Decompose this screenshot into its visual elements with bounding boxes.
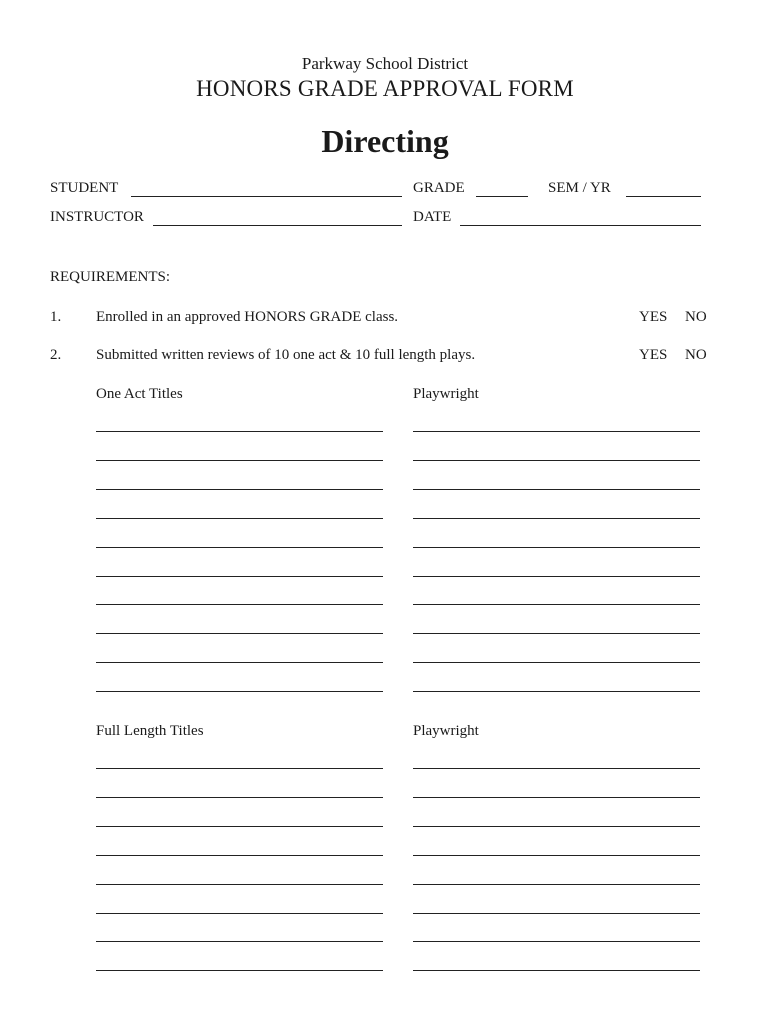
one-act-title-line-2[interactable]: [96, 460, 383, 461]
full-length-title-line-8[interactable]: [96, 970, 383, 971]
full-length-playwright-line-3[interactable]: [413, 826, 700, 827]
one-act-playwright-line-7[interactable]: [413, 604, 700, 605]
requirement-2-no[interactable]: NO: [685, 347, 707, 363]
one-act-title-line-5[interactable]: [96, 547, 383, 548]
one-act-title-line-6[interactable]: [96, 576, 383, 577]
full-length-playwright-line-2[interactable]: [413, 797, 700, 798]
date-field[interactable]: [460, 225, 701, 226]
full-length-titles-header: Full Length Titles: [96, 723, 204, 739]
one-act-playwright-line-9[interactable]: [413, 662, 700, 663]
one-act-titles-header: One Act Titles: [96, 386, 183, 402]
subject-title: Directing: [321, 123, 449, 159]
one-act-title-line-9[interactable]: [96, 662, 383, 663]
full-length-playwright-line-6[interactable]: [413, 913, 700, 914]
full-length-title-line-7[interactable]: [96, 941, 383, 942]
sem-yr-label: SEM / YR: [548, 180, 611, 196]
grade-label: GRADE: [413, 180, 465, 196]
one-act-title-line-4[interactable]: [96, 518, 383, 519]
one-act-playwright-line-5[interactable]: [413, 547, 700, 548]
full-length-title-line-6[interactable]: [96, 913, 383, 914]
one-act-title-line-10[interactable]: [96, 691, 383, 692]
requirement-2-yes[interactable]: YES: [639, 347, 668, 363]
requirements-heading: REQUIREMENTS:: [50, 269, 170, 285]
grade-field[interactable]: [476, 196, 528, 197]
instructor-label: INSTRUCTOR: [50, 209, 144, 225]
one-act-playwright-line-6[interactable]: [413, 576, 700, 577]
form-title: HONORS GRADE APPROVAL FORM: [196, 76, 574, 101]
one-act-title-line-1[interactable]: [96, 431, 383, 432]
one-act-playwright-line-8[interactable]: [413, 633, 700, 634]
requirement-1-number: 1.: [50, 309, 62, 325]
full-length-playwright-line-5[interactable]: [413, 884, 700, 885]
one-act-playwright-header: Playwright: [413, 386, 479, 402]
full-length-title-line-1[interactable]: [96, 768, 383, 769]
requirement-1-text: Enrolled in an approved HONORS GRADE class.: [96, 309, 399, 325]
sem-yr-field[interactable]: [626, 196, 701, 197]
student-label: STUDENT: [50, 180, 119, 196]
requirement-2-number: 2.: [50, 347, 62, 363]
full-length-playwright-line-7[interactable]: [413, 941, 700, 942]
one-act-playwright-line-2[interactable]: [413, 460, 700, 461]
full-length-title-line-2[interactable]: [96, 797, 383, 798]
full-length-title-line-5[interactable]: [96, 884, 383, 885]
one-act-title-line-8[interactable]: [96, 633, 383, 634]
full-length-playwright-line-8[interactable]: [413, 970, 700, 971]
district-name: Parkway School District: [301, 54, 469, 73]
full-length-playwright-line-4[interactable]: [413, 855, 700, 856]
instructor-field[interactable]: [153, 225, 402, 226]
student-field[interactable]: [131, 196, 402, 197]
one-act-playwright-line-4[interactable]: [413, 518, 700, 519]
full-length-title-line-3[interactable]: [96, 826, 383, 827]
one-act-title-line-3[interactable]: [96, 489, 383, 490]
one-act-playwright-line-10[interactable]: [413, 691, 700, 692]
full-length-title-line-4[interactable]: [96, 855, 383, 856]
requirement-1-no[interactable]: NO: [685, 309, 707, 325]
one-act-title-line-7[interactable]: [96, 604, 383, 605]
requirement-2-text: Submitted written reviews of 10 one act & 10 full length plays.: [96, 347, 476, 363]
one-act-playwright-line-1[interactable]: [413, 431, 700, 432]
requirement-1-yes[interactable]: YES: [639, 309, 668, 325]
one-act-playwright-line-3[interactable]: [413, 489, 700, 490]
full-length-playwright-line-1[interactable]: [413, 768, 700, 769]
date-label: DATE: [413, 209, 452, 225]
full-length-playwright-header: Playwright: [413, 723, 479, 739]
